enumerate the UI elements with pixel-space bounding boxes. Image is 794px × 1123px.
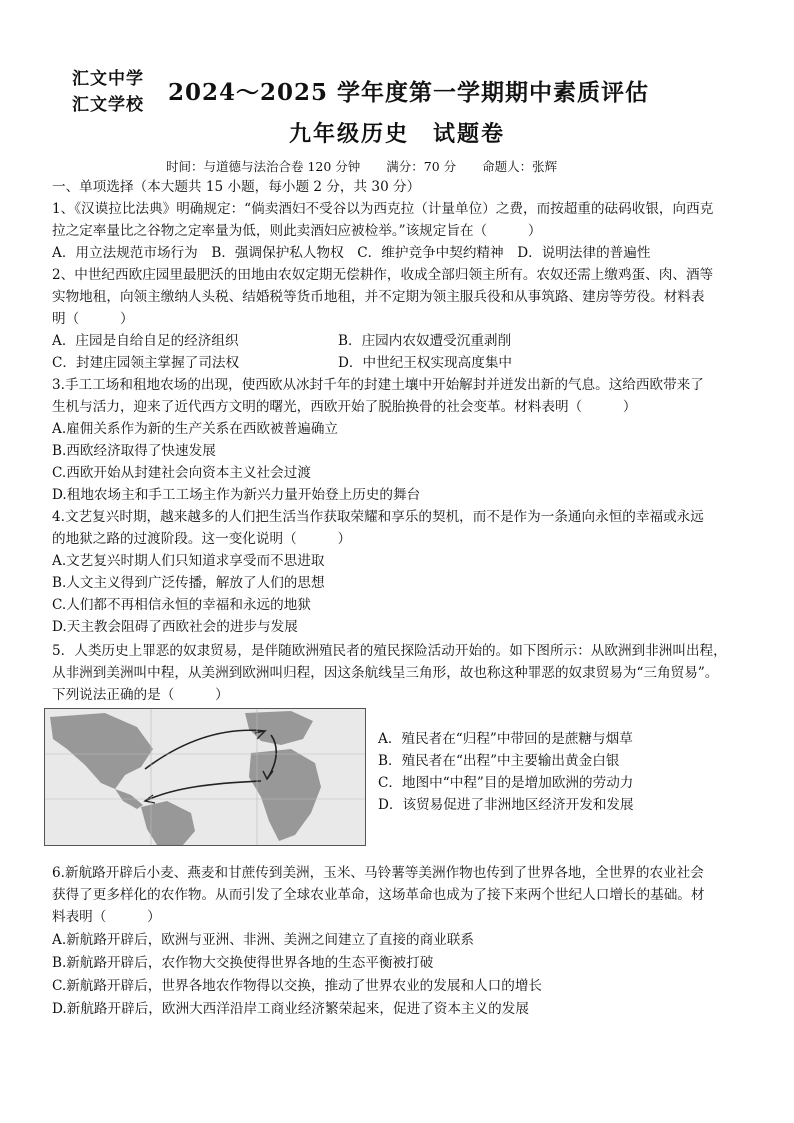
q1-stem-line-1: 1、《汉谟拉比法典》明确规定：“倘卖酒妇不受谷以为西克拉（计量单位）之费，而按超重的砝码收银，向西克 (52, 201, 714, 217)
exam-meta (166, 157, 579, 175)
section-heading: 一、单项选择（本大题共 15 小题，每小题 2 分，共 30 分） (52, 179, 421, 195)
q5-stem-line-3: 下列说法正确的是（ ） (52, 687, 229, 703)
q1-options: A．用立法规范市场行为 B．强调保护私人物权 C．维护竞争中契约精神 D．说明法律的普遍性 (52, 245, 651, 261)
q2-option-b: B．庄园内农奴遭受沉重剥削 (338, 333, 512, 349)
q5-stem-line-1: 5．人类历史上罪恶的奴隶贸易，是伴随欧洲殖民者的殖民探险活动开始的。如下图所示：从欧洲到非洲叫出程， (52, 643, 727, 659)
q6-stem-line-2: 获得了更多样化的农作物。从而引发了全球农业革命，这场革命也成为了接下来两个世纪人口增长的基础。材 (52, 887, 705, 903)
q4-stem-line-2: 的地狱之路的过渡阶段。这一变化说明（ ） (52, 531, 352, 547)
q6-stem-line-3: 料表明（ ） (52, 909, 161, 925)
q2-option-d: D．中世纪王权实现高度集中 (338, 355, 513, 371)
q3-stem-line-1: 3.手工工场和租地农场的出现，使西欧从冰封千年的封建土壤中开始解封并迸发出新的气息。这给西欧带来了 (52, 377, 704, 393)
q6-option-d: D.新航路开辟后，欧洲大西洋沿岸工商业经济繁荣起来，促进了资本主义的发展 (52, 1001, 529, 1017)
q2-option-c: C．封建庄园领主掌握了司法权 (52, 355, 240, 371)
q2-stem-line-3: 明（ ） (52, 311, 134, 327)
q4-option-d: D.天主教会阻碍了西欧社会的进步与发展 (52, 619, 298, 635)
exam-author: 命题人：张辉 (482, 159, 558, 174)
q4-option-b: B.人文主义得到广泛传播，解放了人们的思想 (52, 575, 325, 591)
q6-stem-line-1: 6.新航路开辟后小麦、燕麦和甘蔗传到美洲，玉米、马铃薯等美洲作物也传到了世界各地，全世界的农业社会 (52, 865, 704, 881)
q3-option-b: B.西欧经济取得了快速发展 (52, 443, 216, 459)
q5-stem-line-2: 从非洲到美洲叫中程，从美洲到欧洲叫归程，因这条航线呈三角形，故也称这种罪恶的奴隶贸易为“三角贸易”。 (52, 665, 719, 681)
q5-option-c: C．地图中“中程”目的是增加欧洲的劳动力 (378, 775, 634, 791)
q3-option-a: A.雇佣关系作为新的生产关系在西欧被普遍确立 (52, 421, 339, 437)
triangle-trade-map-graphic (45, 709, 365, 845)
exam-score: 满分：70 分 (386, 159, 457, 174)
exam-subtitle: 九年级历史 试题卷 (288, 121, 505, 147)
q5-option-b: B．殖民者在“出程”中主要输出黄金白银 (378, 753, 620, 769)
q4-stem-line-1: 4.文艺复兴时期，越来越多的人们把生活当作获取荣耀和享乐的契机，而不是作为一条通向永恒的幸福或永远 (52, 509, 704, 525)
q1-stem-line-2: 拉之定率量比之谷物之定率量为低，则此卖酒妇应被检举。”该规定旨在（ ） (52, 223, 542, 239)
school-name-2: 汇文学校 (72, 95, 144, 115)
q5-option-d: D．该贸易促进了非洲地区经济开发和发展 (378, 797, 634, 813)
q2-stem-line-2: 实物地租，向领主缴纳人头税、结婚税等货币地租，并不定期为领主服兵役和从事筑路、建房等劳役。材料表 (52, 289, 705, 305)
q3-option-c: C.西欧开始从封建社会向资本主义社会过渡 (52, 465, 311, 481)
q6-option-b: B.新航路开辟后，农作物大交换使得世界各地的生态平衡被打破 (52, 955, 434, 971)
triangle-trade-map (44, 708, 366, 846)
q3-stem-line-2: 生机与活力，迎来了近代西方文明的曙光，西欧开始了脱胎换骨的社会变革。材料表明（ ） (52, 399, 637, 415)
exam-time: 时间：与道德与法治合卷 120 分钟 (166, 159, 361, 174)
q3-option-d: D.租地农场主和手工工场主作为新兴力量开始登上历史的舞台 (52, 487, 421, 503)
q4-option-a: A.文艺复兴时期人们只知道求享受而不思进取 (52, 553, 325, 569)
q5-option-a: A．殖民者在“归程”中带回的是蔗糖与烟草 (378, 731, 633, 747)
q6-option-c: C.新航路开辟后，世界各地农作物得以交换，推动了世界农业的发展和人口的增长 (52, 978, 543, 994)
q4-option-c: C.人们都不再相信永恒的幸福和永远的地狱 (52, 597, 311, 613)
q2-option-a: A．庄园是自给自足的经济组织 (52, 333, 239, 349)
q2-stem-line-1: 2、中世纪西欧庄园里最肥沃的田地由农奴定期无偿耕作，收成全部归领主所有。农奴还需上缴鸡蛋、肉、酒等 (52, 267, 714, 283)
exam-title: 2024～2025 学年度第一学期期中素质评估 (168, 79, 650, 106)
q6-option-a: A.新航路开辟后，欧洲与亚洲、非洲、美洲之间建立了直接的商业联系 (52, 932, 474, 948)
school-name-1: 汇文中学 (72, 69, 144, 89)
